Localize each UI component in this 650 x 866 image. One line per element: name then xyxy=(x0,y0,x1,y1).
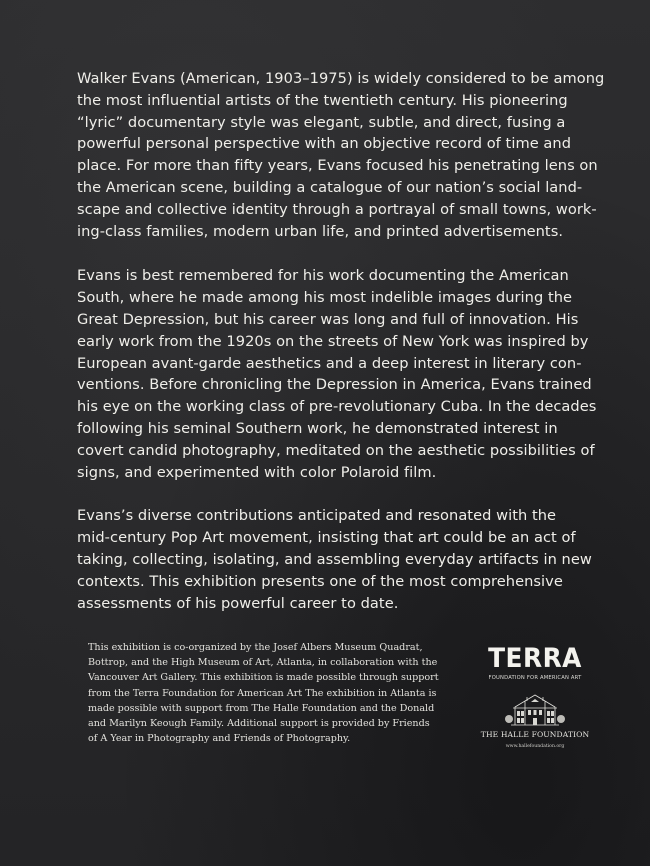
exhibition-credits: This exhibition is co-organized by the Josef Albers Museum Quadrat, Bottrop, and the High Museum of Art, Atlanta, in collaboration with the Vancouver Art Gallery. This exhibition is made possible through support from the Terra Foundation for American Art The exhibition in Atlanta is made possible with support from The Halle Foundation and the Donald and Marilyn Keough Family. Additional support is provided by Friends of A Year in Photography and Friends of Photography. xyxy=(88,642,439,745)
career-paragraph: Evans is best remembered for his work documenting the American South, where he made among his most indelible images during the Great Depression, but his career was long and full of innovation. His early work from the 1920s on the streets of New York was inspired by European avant-garde aesthetics and a deep interest in literary con- ventions. Before chronicling the Depression in America, Evans trained his eye on the working class of pre-revolutionary Cuba. In the decades following his seminal Southern work, he demonstrated interest in covert candid photography, meditated on the aesthetic possibilities of signs, and experimented with color Polaroid film. xyxy=(77,267,597,481)
halle-foundation-name: THE HALLE FOUNDATION xyxy=(480,730,590,739)
sponsor-logos xyxy=(480,642,590,749)
terra-logo-wordmark: TERRA xyxy=(488,643,582,674)
wall-text-panel xyxy=(77,68,605,636)
terra-logo-subtitle: FOUNDATION FOR AMERICAN ART xyxy=(488,675,582,681)
halle-foundation-url: www.hallefoundation.org xyxy=(505,744,565,749)
building-icon xyxy=(505,691,565,727)
intro-paragraph: Walker Evans (American, 1903–1975) is widely considered to be among the most influential artists of the twentieth century. His pioneering “lyric” documentary style was elegant, subtle, and direct, fusing a powerful personal perspective with an objective record of time and place. For more than fifty years, Evans focused his penetrating lens on the American scene, building a catalogue of our nation’s social land- scape and collective identity through a portrayal of small towns, work- ing-class families, modern urban life, and printed advertisements. xyxy=(77,70,605,240)
legacy-paragraph: Evans’s diverse contributions anticipated and resonated with the mid-century Pop Art movement, insisting that art could be an act of taking, collecting, isolating, and assembling everyday artifacts in new contexts. This exhibition presents one of the most comprehensive assessments of his powerful career to date. xyxy=(77,507,592,612)
